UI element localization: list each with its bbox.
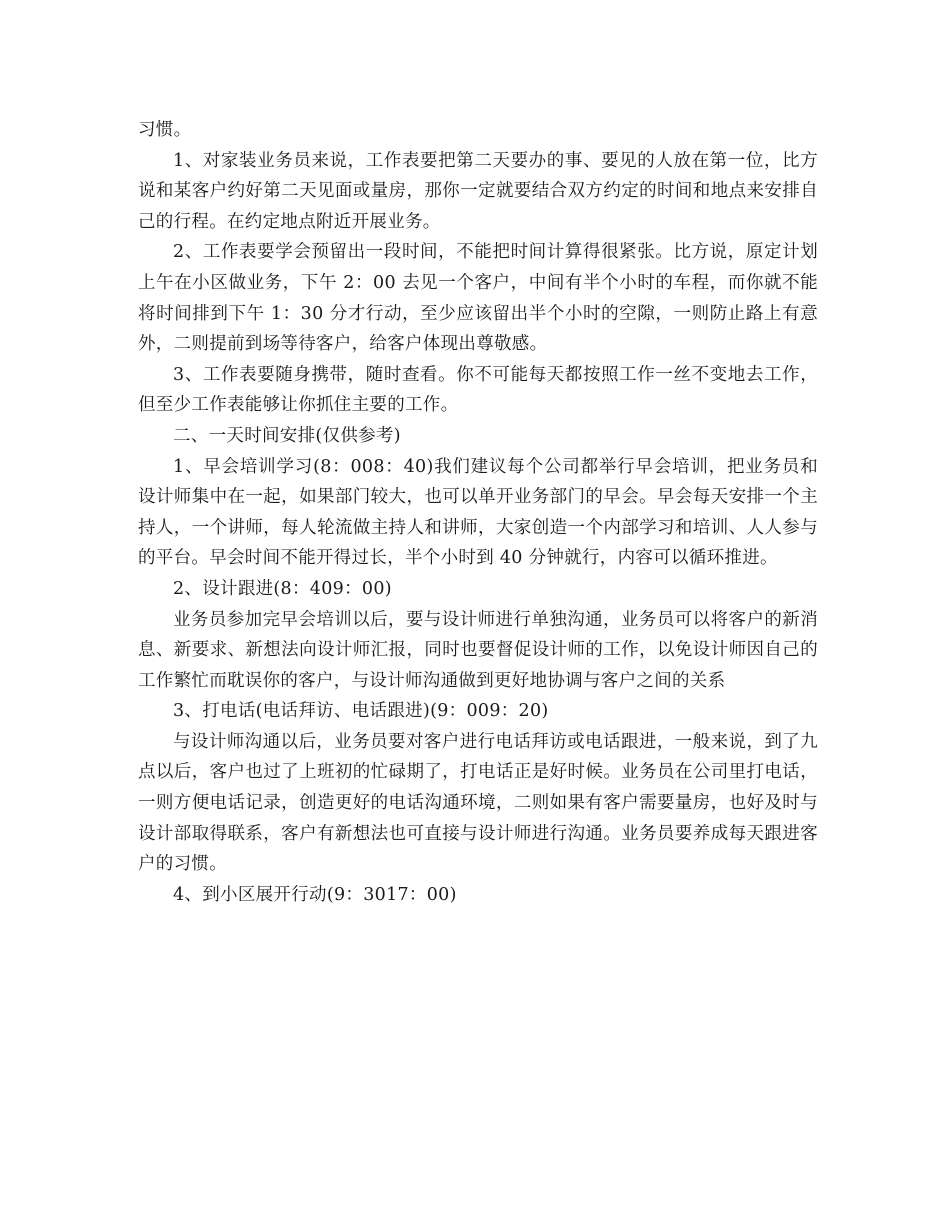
subheading: 3、打电话(电话拜访、电话跟进)(9：009：20) (173, 701, 549, 722)
subheading: 4、到小区展开行动(9：3017：00) (173, 884, 457, 905)
section-heading: 二、一天时间安排(仅供参考) (173, 425, 401, 446)
paragraph: 与设计师沟通以后，业务员要对客户进行电话拜访或电话跟进，一般来说，到了九点以后，客户也过了上班初的忙碌期了，打电话正是好时候。业务员在公司里打电话，一则方便电话记录，创造更好的电话沟通环境，二则如果有客户需要量房，也好及时与设计部取得联系，客户有新想法也可直接与设计师进行沟通。业务员要养成每天跟进客户的习惯。 (138, 731, 818, 875)
paragraph: 2、工作表要学会预留出一段时间，不能把时间计算得很紧张。比方说，原定计划上午在小区做业务，下午 2：00 去见一个客户，中间有半个小时的车程，而你就不能将时间排到下午 1：30 分才行动，至少应该留出半个小时的空隙，一则防止路上有意外，二则提前到场等待客户，给客户体现出尊敬感。 (138, 242, 818, 355)
subheading: 2、设计跟进(8：409：00) (173, 578, 392, 599)
paragraph: 1、早会培训学习(8：008：40)我们建议每个公司都举行早会培训，把业务员和设计师集中在一起，如果部门较大，也可以单开业务部门的早会。早会每天安排一个主持人，一个讲师，每人轮流做主持人和讲师，大家创造一个内部学习和培训、人人参与的平台。早会时间不能开得过长，半个小时到 40 分钟就行，内容可以循环推进。 (138, 456, 818, 569)
paragraph: 习惯。 (138, 120, 192, 140)
document-body (138, 115, 818, 910)
paragraph: 3、工作表要随身携带，随时查看。你不可能每天都按照工作一丝不变地去工作，但至少工作表能够让你抓住主要的工作。 (138, 364, 818, 416)
paragraph: 1、对家装业务员来说，工作表要把第二天要办的事、要见的人放在第一位，比方说和某客户约好第二天见面或量房，那你一定就要结合双方约定的时间和地点来安排自己的行程。在约定地点附近开展业务。 (138, 150, 818, 232)
paragraph: 业务员参加完早会培训以后，要与设计师进行单独沟通，业务员可以将客户的新消息、新要求、新想法向设计师汇报，同时也要督促设计师的工作，以免设计师因自己的工作繁忙而耽误你的客户，与设计师沟通做到更好地协调与客户之间的关系 (138, 609, 818, 691)
